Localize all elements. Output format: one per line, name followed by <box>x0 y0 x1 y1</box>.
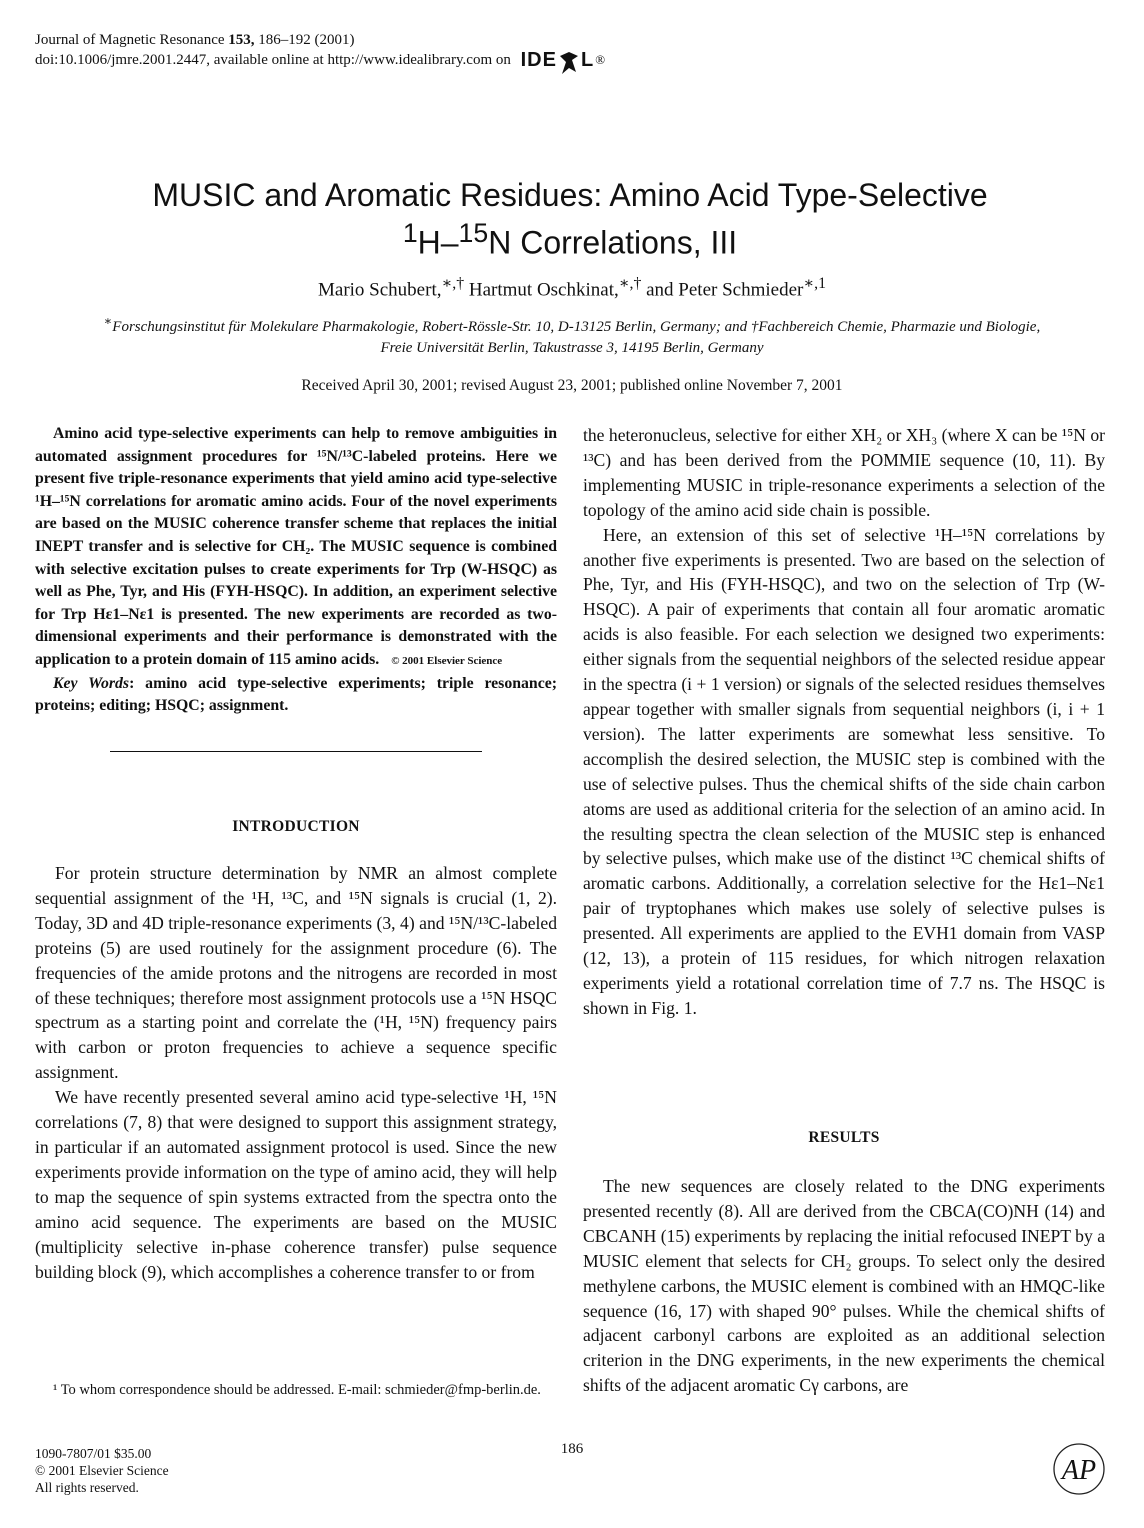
ideal-logo-text-right: L <box>580 49 595 71</box>
received-dates: Received April 30, 2001; revised August 23, 2001; published online November 7, 2001 <box>301 377 843 394</box>
footnote-text: ¹ To whom correspondence should be addressed. E-mail: schmieder@fmp-berlin.de. <box>53 1382 541 1398</box>
issn-rights: All rights reserved. <box>35 1480 139 1495</box>
key-words-text: : amino acid type-selective experiments; triple resonance; proteins; editing; HSQC; assignment. <box>35 674 557 715</box>
issn-price: 1090-7807/01 $35.00 <box>35 1446 152 1461</box>
issn-copyright: © 2001 Elsevier Science <box>35 1463 169 1478</box>
journal-pages: 186–192 (2001) <box>258 32 355 48</box>
introduction-body <box>35 861 557 1284</box>
title-line-1: MUSIC and Aromatic Residues: Amino Acid Type-Selective <box>152 177 988 213</box>
intro-paragraph-2: We have recently presented several amino acid type-selective ¹H, ¹⁵N correlations (7, 8) that were designed to support this assignment strategy, in particular if an automated assignment protocol is used. Since the new experiments provide information on the type of amino acid, they will help to map the sequence of spin systems extracted from the spectra onto the amino acid sequence. The experiments are based on the MUSIC (multiplicity selective in-phase coherence transfer) pulse sequence building block (9), which accomplishes a coherence transfer to or from <box>35 1087 557 1282</box>
ap-logo-text: AP <box>1061 1455 1097 1486</box>
author-schubert: Mario Schubert, <box>318 279 442 301</box>
journal-citation <box>35 30 605 50</box>
title-sup-15: 15 <box>458 218 489 248</box>
results-paragraph-1: The new sequences are closely related to the DNG experiments presented recently (8). All are derived from the CBCA(CO)NH (14) and CBCANH (15) experiments by replacing the initial refocused INEPT by a MUSIC element that selects for CH₂ groups. To select only the desired methylene carbons, the MUSIC element is combined with an HMQC-like sequence (16, 17) with shaped 90° pulses. While the chemical shifts of adjacent carbonyl carbons are exploited as an additional selection criterion in the DNG experiments, in the new experiments the chemical shifts of the adjacent aromatic Cγ carbons, are <box>583 1176 1105 1396</box>
journal-name: Journal of Magnetic Resonance <box>35 32 225 48</box>
journal-header <box>35 30 605 76</box>
key-words <box>35 673 557 718</box>
affiliation-line-2: Freie Universität Berlin, Takustrasse 3, 14195 Berlin, Germany <box>380 340 764 356</box>
introduction-heading: INTRODUCTION <box>232 818 360 835</box>
article-title <box>60 176 1080 262</box>
affiliation <box>40 311 1104 359</box>
left-column-abstract <box>35 423 557 718</box>
author-schmieder: and Peter Schmieder <box>641 279 804 301</box>
registered-mark: ® <box>595 52 606 67</box>
abstract <box>35 423 557 718</box>
author-mark: ∗,† <box>441 275 465 292</box>
ideal-logo-text-left: IDE <box>520 49 557 71</box>
title-sup-1: 1 <box>402 218 418 248</box>
author-oschkinat: Hartmut Oschkinat, <box>464 279 619 301</box>
abstract-copyright: © 2001 Elsevier Science <box>391 654 503 667</box>
abstract-text: Amino acid type-selective experiments can help to remove ambiguities in automated assignment procedures for ¹⁵N/¹³C-labeled proteins. Here we present five triple-resonance experiments that yield amino acid type-selective ¹H–¹⁵N correlations for aromatic amino acids. Four of the novel experiments are based on the MUSIC coherence transfer scheme that replaces the initial INEPT transfer and is selective for CH₂. The MUSIC sequence is combined with selective excitation pulses to create experiments for Trp (W-HSQC) as well as Phe, Tyr, and His (FYH-HSQC). In addition, an experiment selective for Trp Hε1–Nε1 is presented. The new experiments are recorded as two-dimensional experiments and their performance is demonstrated with the application to a protein domain of 115 amino acids. <box>35 425 557 668</box>
authors <box>0 273 1144 301</box>
title-rest: N Correlations, III <box>488 224 738 261</box>
abstract-divider <box>110 751 482 752</box>
right-column <box>583 423 1105 1021</box>
ideal-logo-figure-icon <box>558 50 580 76</box>
right-paragraph-2: Here, an extension of this set of selective ¹H–¹⁵N correlations by another five experiments is presented. Two are based on the selection of Phe, Tyr, and His (FYH-HSQC), and two on the selection of Trp (W-HSQC). A pair of experiments that contain all four aromatic aromatic acids is also feasible. For each selection we designed two experiments: either signals from the sequential neighbors of the selected residue appear in the spectra (i + 1 version) or signals of the selected residues themselves appear together with smaller signals from sequential neighbors (i, i + 1 version). The latter experiments are somewhat less sensitive. To accomplish the desired selection, the MUSIC step is combined with the use of selective pulses. Thus the chemical shifts of the side chain carbon atoms are used as additional criteria for the selection of an amino acid. In the resulting spectra the clean selection of the MUSIC step is enhanced by selective pulses, which make use of the distinct ¹³C chemical shifts of aromatic carbons. Additionally, a correlation selective for the Hε1–Nε1 pair of tryptophanes which makes use solely of selective pulses is presented. All experiments are applied to the EVH1 domain from VASP (12, 13), a protein of 115 residues, for which nitrogen relaxation experiments yield a rotational correlation time of 7.7 ns. The HSQC is shown in Fig. 1. <box>583 524 1105 1018</box>
doi-line <box>35 50 605 76</box>
author-mark: ∗,† <box>618 275 642 292</box>
title-line-2 <box>60 214 1080 262</box>
journal-volume: 153, <box>228 32 255 48</box>
affiliation-text-1: Forschungsinstitut für Molekulare Pharmakologie, Robert-Rössle-Str. 10, D-13125 Berlin, Germany; and †Fachbereich Chemie, Pharmazie und Biologie, <box>112 319 1041 335</box>
ap-publisher-logo-icon <box>1052 1442 1106 1501</box>
results-body <box>583 1174 1105 1398</box>
key-words-label: Key Words <box>53 674 130 692</box>
page-number: 186 <box>560 1441 584 1457</box>
abstract-paragraph <box>35 423 557 673</box>
intro-paragraph-1: For protein structure determination by NMR an almost complete sequential assignment of the ¹H, ¹³C, and ¹⁵N signals is crucial (1, 2). Today, 3D and 4D triple-resonance experiments (3, 4) and ¹⁵N/¹³C-labeled proteins (5) are used routinely for the assignment procedure (6). The frequencies of the amide protons and the nitrogens are recorded in most of these techniques; therefore most assignment protocols use a ¹⁵N HSQC spectrum as a starting point and correlate the (¹H, ¹⁵N) frequency pairs with carbon or proton frequencies to achieve a sequence specific assignment. <box>35 863 557 1083</box>
right-paragraph-continued: the heteronucleus, selective for either XH₂ or XH₃ (where X can be ¹⁵N or ¹³C) and has been derived from the POMMIE sequence (10, 11). By implementing MUSIC in triple-resonance experiments a selection of the topology of the amino acid side chain is possible. <box>583 425 1105 520</box>
ideal-logo <box>521 50 605 76</box>
results-heading: RESULTS <box>808 1129 880 1146</box>
title-h: H– <box>417 224 459 261</box>
doi-text: doi:10.1006/jmre.2001.2447, available online at http://www.idealibrary.com on <box>35 52 511 68</box>
affiliation-mark: ∗ <box>103 314 113 328</box>
affiliation-line-1 <box>40 311 1104 338</box>
issn-block <box>35 1445 169 1496</box>
author-mark: ∗,1 <box>803 275 826 292</box>
footnote <box>35 1380 557 1401</box>
